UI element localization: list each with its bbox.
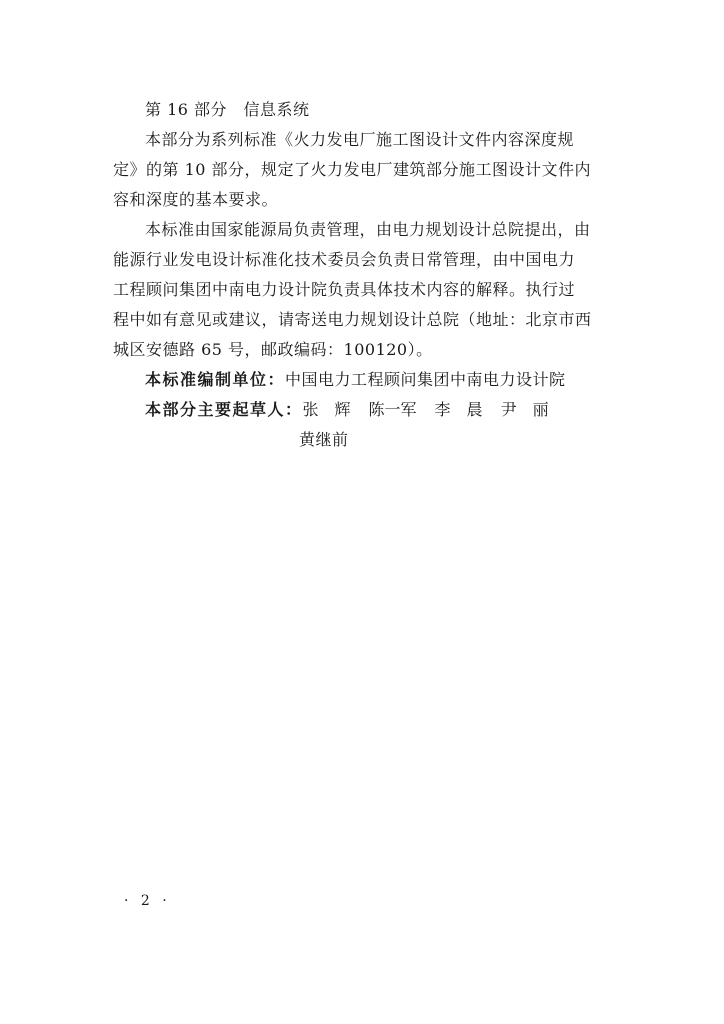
page-number: · 2 ·: [124, 893, 171, 909]
drafters-line: [113, 395, 613, 425]
paragraph-scope: [113, 125, 613, 215]
paragraph-line: 程中如有意见或建议，请寄送电力规划设计总院（地址：北京市西: [113, 310, 592, 329]
paragraph-line: 能源行业发电设计标准化技术委员会负责日常管理，由中国电力: [113, 250, 576, 269]
paragraph-line: 定》的第 10 部分，规定了火力发电厂建筑部分施工图设计文件内: [113, 160, 592, 179]
paragraph-line: 工程顾问集团中南电力设计院负责具体技术内容的解释。执行过: [113, 280, 576, 299]
drafters-continued-line: [113, 425, 613, 455]
paragraph-management: [113, 215, 613, 365]
front-matter-text: [113, 95, 613, 455]
paragraph-line: 城区安德路 65 号，邮政编码：100120）。: [113, 340, 433, 359]
drafting-unit-label: 本标准编制单位：: [145, 370, 286, 389]
drafter-name: 陈一军: [368, 400, 417, 419]
drafter-name: 李 晨: [434, 400, 483, 419]
drafting-unit-line: [113, 365, 613, 395]
drafter-name: 尹 丽: [500, 400, 549, 419]
paragraph-line: 容和深度的基本要求。: [113, 190, 279, 209]
section-heading: 第 16 部分 信息系统: [145, 100, 310, 119]
paragraph-line: 本部分为系列标准《火力发电厂施工图设计文件内容深度规: [145, 130, 575, 149]
drafting-unit-value: 中国电力工程顾问集团中南电力设计院: [285, 370, 566, 389]
drafter-name: 黄继前: [299, 430, 349, 449]
drafter-name: 张 辉: [302, 400, 351, 419]
drafters-label: 本部分主要起草人：: [145, 400, 303, 419]
paragraph-line: 本标准由国家能源局负责管理，由电力规划设计总院提出，由: [145, 220, 591, 239]
